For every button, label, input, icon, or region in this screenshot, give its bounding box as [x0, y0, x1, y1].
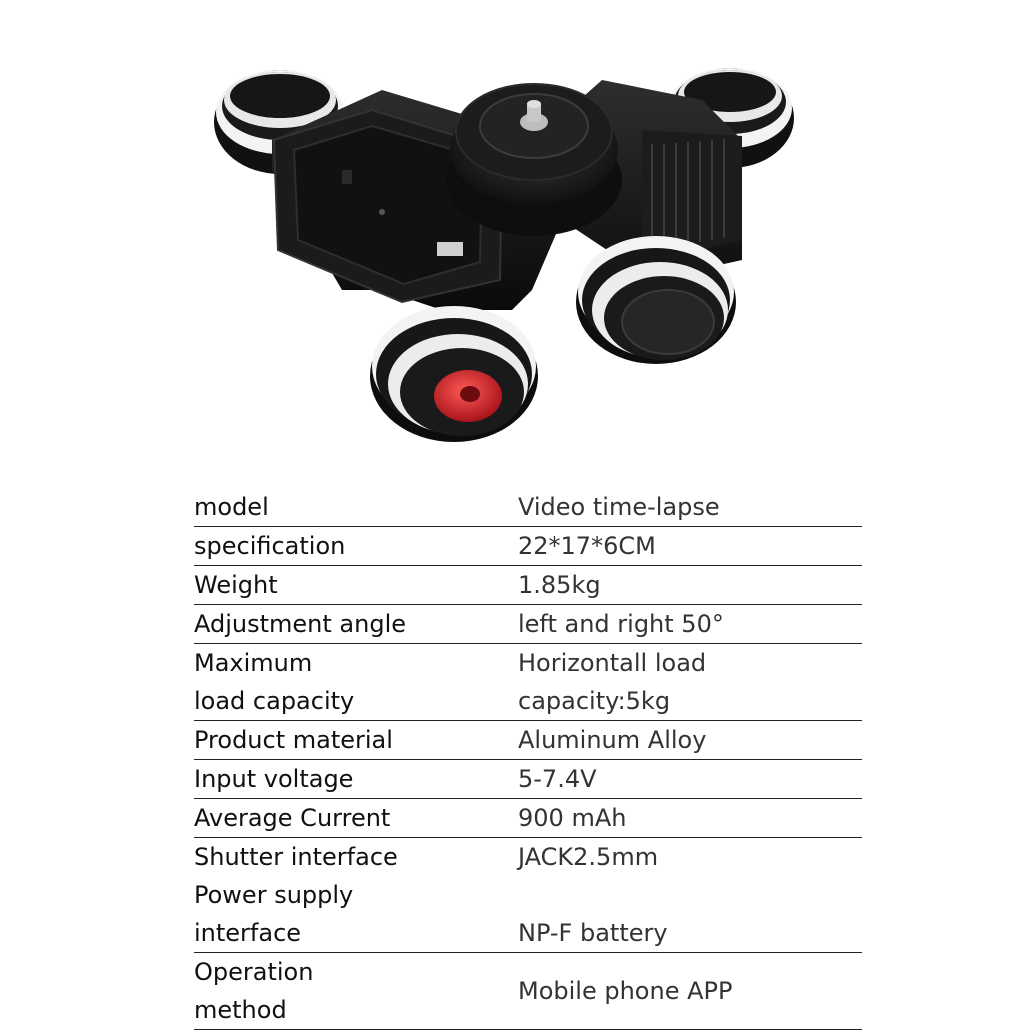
spec-value: JACK2.5mm — [518, 843, 659, 871]
spec-label-line: Operation — [194, 958, 314, 986]
table-row — [194, 488, 862, 527]
spec-label-line: Maximum — [194, 649, 313, 677]
table-row — [194, 527, 862, 566]
table-row — [194, 953, 862, 1030]
spec-value: Horizontall load capacity:5kg — [518, 644, 862, 721]
table-row — [194, 799, 862, 838]
table-row — [194, 721, 862, 760]
spec-value: left and right 50° — [518, 605, 862, 644]
spec-label — [194, 644, 518, 721]
spec-value: Mobile phone APP — [518, 953, 862, 1030]
table-row — [194, 876, 862, 953]
table-row — [194, 605, 862, 644]
spec-value: Aluminum Alloy — [518, 721, 862, 760]
product-photo — [182, 40, 818, 460]
spec-label-line: load capacity — [194, 687, 355, 715]
spec-label: Adjustment angle — [194, 605, 518, 644]
spec-label: Weight — [194, 566, 518, 605]
wheel-front-left — [370, 306, 538, 442]
table-row — [194, 760, 862, 799]
spec-value: NP-F battery — [518, 876, 862, 953]
spec-label: Input voltage — [194, 760, 518, 799]
specification-table — [194, 488, 862, 1030]
spec-label — [194, 876, 518, 953]
spec-label-line: interface — [194, 919, 302, 947]
spec-value: Video time-lapse — [518, 488, 862, 527]
table-row — [194, 644, 862, 721]
spec-label: Shutter interface — [194, 843, 398, 871]
spec-value: 22*17*6CM — [518, 527, 862, 566]
table-row — [194, 838, 862, 877]
table-row — [194, 566, 862, 605]
spec-value: 5-7.4V — [518, 760, 862, 799]
spec-label-line: method — [194, 996, 287, 1024]
spec-label — [194, 953, 518, 1030]
wheel-front-right — [576, 236, 736, 364]
spec-label-line: Power supply — [194, 881, 354, 909]
spec-label: specification — [194, 527, 518, 566]
spec-label: model — [194, 488, 518, 527]
spec-label: Product material — [194, 721, 518, 760]
spec-label: Average Current — [194, 799, 518, 838]
spec-value: 1.85kg — [518, 566, 862, 605]
spec-value: 900 mAh — [518, 799, 862, 838]
